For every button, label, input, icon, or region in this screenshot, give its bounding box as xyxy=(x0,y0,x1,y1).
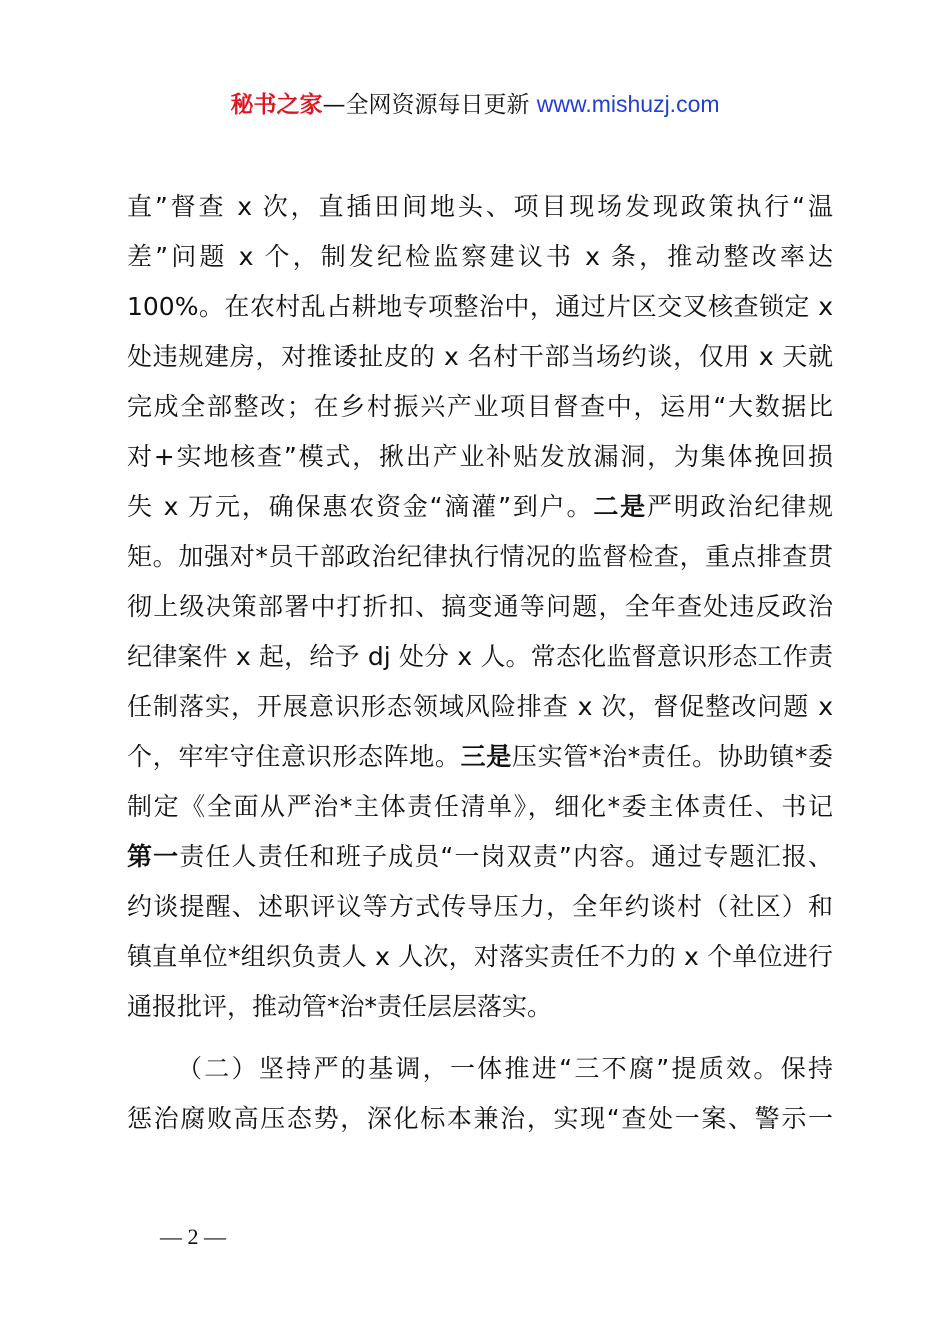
paragraph-1 xyxy=(127,182,833,1032)
text-segment: 直”督查 x 次，直插田间地头、项目现场发现政策执行“温 xyxy=(127,192,833,221)
bold-ordinal: 三是 xyxy=(460,742,512,771)
header-site-url[interactable]: www.mishuzj.com xyxy=(536,91,720,117)
text-segment: 差”问题 x 个，制发纪检监察建议书 x 条，推动整改率达 xyxy=(127,242,833,271)
text-segment: 严明政治纪律规 xyxy=(647,492,833,521)
text-segment: 100%。在农村乱占耕地专项整治中，通过片区交叉核查锁定 x xyxy=(127,292,833,321)
text-line xyxy=(127,382,833,432)
text-segment: 压实管*治*责任。协助镇*委 xyxy=(511,742,833,771)
text-line xyxy=(127,332,833,382)
text-line xyxy=(127,682,833,732)
text-line xyxy=(127,182,833,232)
text-segment: 约谈提醒、述职评议等方式传导压力，全年约谈村（社区）和 xyxy=(127,892,833,921)
bold-ordinal: 二是 xyxy=(593,492,648,521)
text-segment: 矩。加强对*员干部政治纪律执行情况的监督检查，重点排查贯 xyxy=(127,542,833,571)
site-header xyxy=(0,88,950,121)
text-line xyxy=(127,932,833,982)
text-segment: 制定《全面从严治*主体责任清单》，细化*委主体责任、书记 xyxy=(127,792,833,821)
header-brand: 秘书之家 xyxy=(230,92,323,118)
text-segment: 个，牢牢守住意识形态阵地。 xyxy=(127,742,461,771)
text-line xyxy=(127,282,833,332)
text-segment: 责任人责任和班子成员“一岗双责”内容。通过专题汇报、 xyxy=(179,842,833,871)
bold-ordinal: 第一 xyxy=(127,842,180,871)
text-line xyxy=(127,432,833,482)
text-line xyxy=(127,832,833,882)
text-segment: 惩治腐败高压态势，深化标本兼治，实现“查处一案、警示一 xyxy=(127,1104,833,1133)
text-line xyxy=(127,482,833,532)
text-line xyxy=(127,1094,833,1144)
text-segment: 纪律案件 x 起，给予 dj 处分 x 人。常态化监督意识形态工作责 xyxy=(127,642,833,671)
text-line xyxy=(127,582,833,632)
text-line xyxy=(127,532,833,582)
text-line xyxy=(127,232,833,282)
paragraph-2 xyxy=(127,1044,833,1144)
text-line xyxy=(127,982,833,1032)
text-line xyxy=(127,732,833,782)
paragraph-gap xyxy=(127,1032,833,1044)
text-line xyxy=(127,1044,833,1094)
text-segment: 任制落实，开展意识形态领域风险排查 x 次，督促整改问题 x xyxy=(127,692,833,721)
text-segment: 处违规建房，对推诿扯皮的 x 名村干部当场约谈，仅用 x 天就 xyxy=(127,342,833,371)
text-segment: 失 x 万元，确保惠农资金“滴灌”到户。 xyxy=(127,492,594,521)
text-segment: 对+实地核查”模式，揪出产业补贴发放漏洞，为集体挽回损 xyxy=(127,442,833,471)
text-line xyxy=(127,782,833,832)
text-segment: 完成全部整改；在乡村振兴产业项目督查中，运用“大数据比 xyxy=(127,392,833,421)
text-segment: 镇直单位*组织负责人 x 人次，对落实责任不力的 x 个单位进行 xyxy=(127,942,833,971)
document-body xyxy=(127,182,833,1144)
header-tagline: —全网资源每日更新 xyxy=(322,92,537,118)
text-segment: 通报批评，推动管*治*责任层层落实。 xyxy=(127,992,553,1021)
page-number: — 2 — xyxy=(160,1224,226,1249)
text-segment: 彻上级决策部署中打折扣、搞变通等问题，全年查处违反政治 xyxy=(127,592,833,621)
text-line xyxy=(127,632,833,682)
text-line xyxy=(127,882,833,932)
text-segment: （二）坚持严的基调，一体推进“三不腐”提质效。保持 xyxy=(177,1054,833,1083)
